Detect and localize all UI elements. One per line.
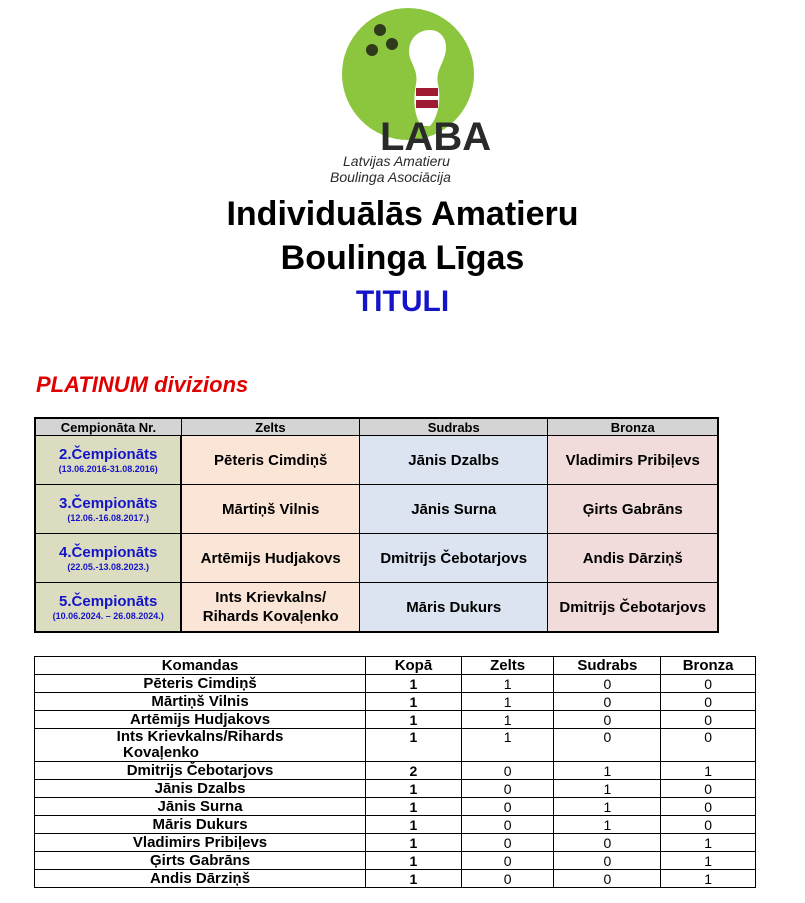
silver-count: 0 (554, 729, 661, 762)
table-row (35, 711, 756, 729)
gold-count: 0 (461, 816, 554, 834)
gold-winner-line1: Ints Krievkalns/ (215, 589, 327, 606)
laba-logo (318, 8, 498, 188)
silver-winner: Māris Dukurs (359, 583, 548, 633)
silver-count: 1 (554, 816, 661, 834)
header-championship-nr: Cempionāta Nr. (35, 418, 181, 436)
championship-dates: (12.06.-16.08.2017.) (67, 512, 149, 523)
bronze-winner: Vladimirs Pribiļevs (548, 436, 718, 485)
gold-count: 1 (461, 729, 554, 762)
championship-dates: (22.05.-13.08.2023.) (67, 561, 149, 572)
team-name-line2: Kovaļenko (123, 744, 199, 761)
total-count: 1 (366, 711, 462, 729)
bronze-count: 1 (661, 870, 756, 888)
championship-cell (35, 436, 181, 485)
header-total: Kopā (366, 657, 462, 675)
silver-count: 0 (554, 711, 661, 729)
team-name: Artēmijs Hudjakovs (35, 711, 366, 729)
table-row (35, 834, 756, 852)
silver-count: 0 (554, 870, 661, 888)
total-count: 1 (366, 780, 462, 798)
bronze-winner: Andis Dārziņš (548, 534, 718, 583)
header-teams: Komandas (35, 657, 366, 675)
gold-winner (181, 583, 359, 633)
silver-count: 0 (554, 675, 661, 693)
bronze-count: 0 (661, 711, 756, 729)
bowling-ball-logo-icon (318, 8, 498, 188)
total-count: 1 (366, 693, 462, 711)
gold-count: 0 (461, 762, 554, 780)
silver-winner: Jānis Surna (359, 485, 548, 534)
gold-count: 0 (461, 834, 554, 852)
championship-dates: (13.06.2016-31.08.2016) (58, 463, 158, 474)
logo-subtitle-line2: Boulinga Asociācija (330, 169, 451, 185)
page-title-line1: Individuālās Amatieru (226, 195, 579, 233)
champions-row (35, 583, 718, 633)
championship-cell (35, 534, 181, 583)
champions-row (35, 436, 718, 485)
silver-count: 1 (554, 762, 661, 780)
page-subtitle: TITULI (355, 285, 450, 318)
gold-count: 1 (461, 675, 554, 693)
header-bronze: Bronza (661, 657, 756, 675)
division-heading: PLATINUM divizions (36, 372, 249, 397)
team-name-line1: Ints Krievkalns/Rihards (116, 728, 284, 745)
header-silver: Sudrabs (554, 657, 661, 675)
header-gold: Zelts (181, 418, 359, 436)
silver-count: 1 (554, 780, 661, 798)
table-row (35, 693, 756, 711)
championship-dates: (10.06.2024. – 26.08.2024.) (52, 610, 164, 621)
gold-winner-line2: Rihards Kovaļenko (202, 608, 339, 625)
silver-count: 0 (554, 693, 661, 711)
championship-number: 4.Čempionāts (59, 543, 158, 561)
total-count: 1 (366, 870, 462, 888)
silver-count: 0 (554, 852, 661, 870)
bronze-count: 1 (661, 852, 756, 870)
silver-winner: Jānis Dzalbs (359, 436, 548, 485)
total-count: 1 (366, 816, 462, 834)
team-name: Jānis Surna (35, 798, 366, 816)
gold-count: 0 (461, 798, 554, 816)
header-gold: Zelts (461, 657, 554, 675)
team-name: Vladimirs Pribiļevs (35, 834, 366, 852)
page-title-line2: Boulinga Līgas (280, 239, 525, 277)
total-count: 1 (366, 798, 462, 816)
bronze-count: 0 (661, 729, 756, 762)
gold-count: 0 (461, 870, 554, 888)
champions-table (34, 417, 719, 633)
total-count: 1 (366, 729, 462, 762)
teams-table (34, 656, 756, 888)
team-name: Andis Dārziņš (35, 870, 366, 888)
table-row (35, 798, 756, 816)
team-name: Māris Dukurs (35, 816, 366, 834)
gold-winner: Mārtiņš Vilnis (181, 485, 359, 534)
team-name: Dmitrijs Čebotarjovs (35, 762, 366, 780)
team-name: Jānis Dzalbs (35, 780, 366, 798)
gold-count: 1 (461, 693, 554, 711)
gold-count: 0 (461, 780, 554, 798)
table-row (35, 816, 756, 834)
bronze-winner: Ģirts Gabrāns (548, 485, 718, 534)
table-row (35, 870, 756, 888)
teams-header-row (35, 657, 756, 675)
gold-winner: Pēteris Cimdiņš (181, 436, 359, 485)
champions-row (35, 485, 718, 534)
team-name: Mārtiņš Vilnis (35, 693, 366, 711)
header-bronze: Bronza (548, 418, 718, 436)
total-count: 1 (366, 834, 462, 852)
championship-number: 3.Čempionāts (59, 494, 158, 512)
bronze-count: 1 (661, 762, 756, 780)
championship-number: 5.Čempionāts (59, 592, 158, 610)
championship-cell (35, 583, 181, 633)
bronze-count: 0 (661, 675, 756, 693)
championship-cell (35, 485, 181, 534)
total-count: 1 (366, 675, 462, 693)
logo-name: LABA (380, 115, 492, 159)
table-row (35, 780, 756, 798)
silver-count: 1 (554, 798, 661, 816)
champions-header-row (35, 418, 718, 436)
champions-row (35, 534, 718, 583)
table-row (35, 675, 756, 693)
team-name: Ģirts Gabrāns (35, 852, 366, 870)
silver-count: 0 (554, 834, 661, 852)
gold-winner: Artēmijs Hudjakovs (181, 534, 359, 583)
team-name: Pēteris Cimdiņš (35, 675, 366, 693)
silver-winner: Dmitrijs Čebotarjovs (359, 534, 548, 583)
team-name (35, 729, 366, 762)
gold-count: 0 (461, 852, 554, 870)
total-count: 2 (366, 762, 462, 780)
table-row (35, 729, 756, 762)
championship-number: 2.Čempionāts (59, 445, 158, 463)
header-silver: Sudrabs (359, 418, 548, 436)
logo-subtitle-line1: Latvijas Amatieru (343, 153, 450, 169)
total-count: 1 (366, 852, 462, 870)
bronze-count: 0 (661, 816, 756, 834)
table-row (35, 762, 756, 780)
bronze-count: 0 (661, 780, 756, 798)
bronze-count: 0 (661, 798, 756, 816)
bronze-count: 0 (661, 693, 756, 711)
gold-count: 1 (461, 711, 554, 729)
bronze-count: 1 (661, 834, 756, 852)
bronze-winner: Dmitrijs Čebotarjovs (548, 583, 718, 633)
table-row (35, 852, 756, 870)
